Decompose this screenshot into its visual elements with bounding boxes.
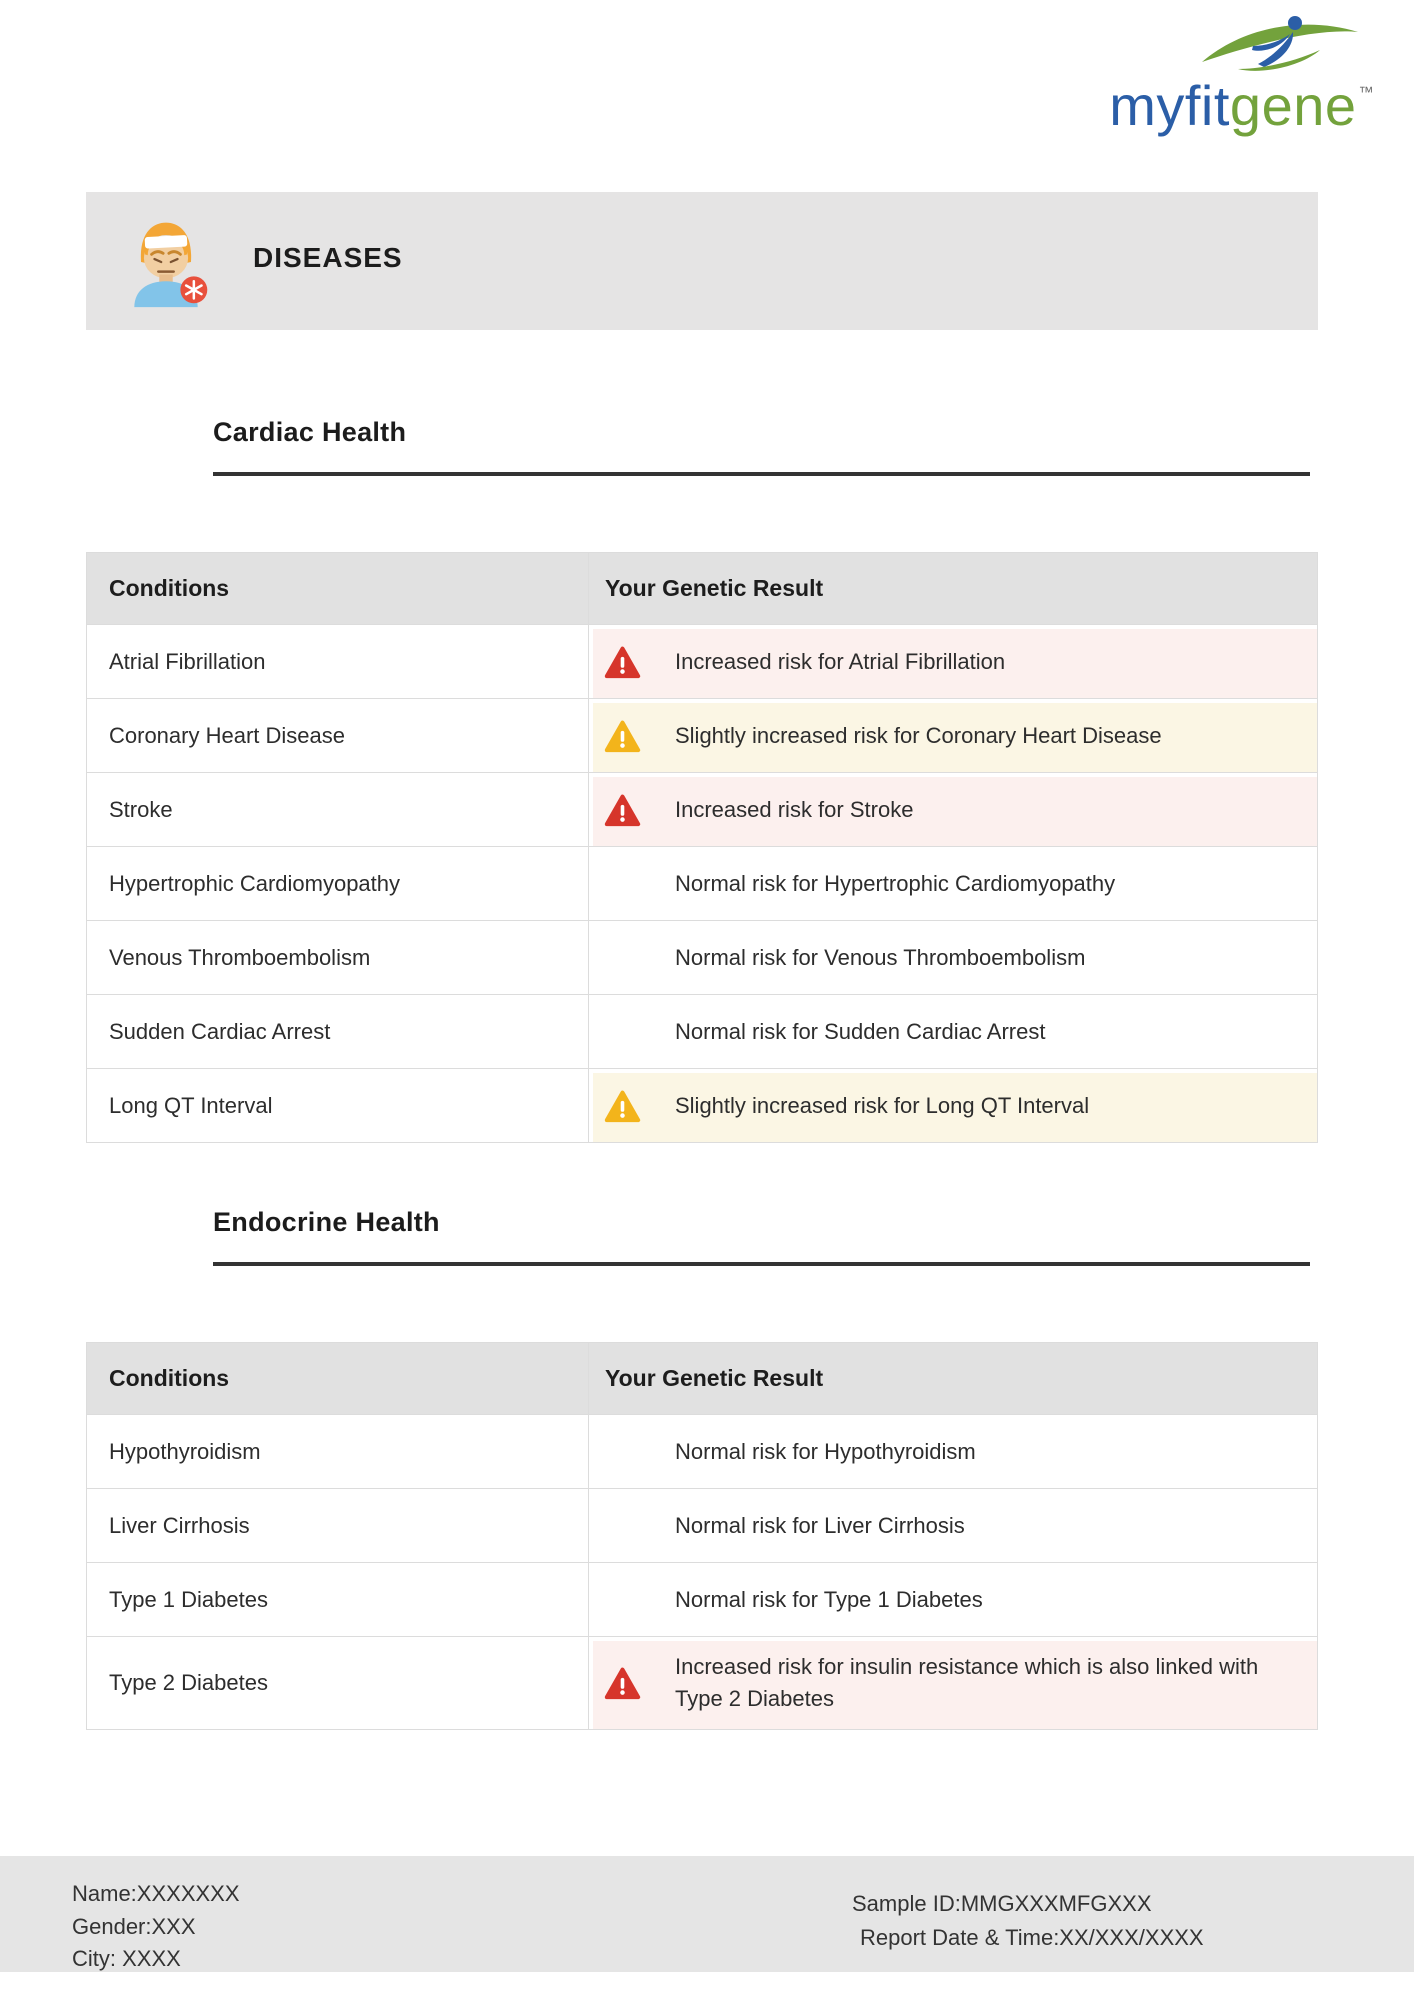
result-text: Increased risk for Stroke (675, 796, 914, 822)
result-text: Increased risk for insulin resistance which is also linked with Type 2 Diabetes (675, 1654, 1259, 1711)
condition-cell: Stroke (87, 773, 589, 846)
result-cell (589, 1563, 1317, 1636)
result-cell (589, 995, 1317, 1068)
result-text: Normal risk for Liver Cirrhosis (675, 1512, 965, 1538)
table-header-row (87, 1343, 1317, 1414)
red-alert-triangle-icon (603, 792, 642, 828)
logo-gene-text: gene (1229, 74, 1357, 137)
condition-cell: Type 1 Diabetes (87, 1563, 589, 1636)
condition-cell: Coronary Heart Disease (87, 699, 589, 772)
table-row (87, 624, 1317, 698)
logo-trademark: ™ (1358, 84, 1374, 101)
table-row (87, 994, 1317, 1068)
result-text: Increased risk for Atrial Fibrillation (675, 648, 1006, 674)
table-row (87, 920, 1317, 994)
result-cell (589, 625, 1317, 698)
red-alert-triangle-icon (603, 644, 642, 680)
condition-cell: Liver Cirrhosis (87, 1489, 589, 1562)
table-rows (87, 1414, 1317, 1729)
result-text: Normal risk for Hypothyroidism (675, 1438, 976, 1464)
result-text: Normal risk for Venous Thromboembolism (675, 944, 1086, 970)
genetic-result-column-header: Your Genetic Result (605, 575, 824, 601)
table-rows (87, 624, 1317, 1142)
sample-id: Sample ID:MMGXXXMFGXXX (852, 1891, 1152, 1916)
conditions-column-header: Conditions (87, 553, 589, 624)
logo-myfit-text: myfit (1109, 74, 1230, 137)
genetic-result-column-header: Your Genetic Result (605, 1365, 824, 1391)
page-title: DISEASES (253, 242, 403, 273)
result-cell (589, 699, 1317, 772)
result-cell (589, 1489, 1317, 1562)
sample-info (852, 1887, 1204, 1955)
condition-cell: Long QT Interval (87, 1069, 589, 1142)
result-text: Normal risk for Hypertrophic Cardiomyopathy (675, 870, 1116, 896)
result-cell (589, 1415, 1317, 1488)
result-cell (589, 1069, 1317, 1142)
logo-wordmark (1109, 73, 1374, 138)
result-text: Normal risk for Type 1 Diabetes (675, 1586, 983, 1612)
report-footer (0, 1856, 1414, 1972)
diseases-banner (86, 192, 1318, 330)
yellow-alert-triangle-icon (603, 718, 642, 754)
sick-person-icon (118, 214, 214, 310)
result-text: Slightly increased risk for Coronary Heart Disease (675, 722, 1162, 748)
report-date-time: Report Date & Time:XX/XXX/XXXX (860, 1925, 1204, 1950)
result-text: Normal risk for Sudden Cardiac Arrest (675, 1018, 1046, 1044)
patient-info (72, 1878, 240, 1976)
report-section (86, 415, 1318, 1143)
table-row (87, 1068, 1317, 1142)
patient-name: Name:XXXXXXX (72, 1881, 240, 1906)
table-header-row (87, 553, 1317, 624)
result-text: Slightly increased risk for Long QT Interval (675, 1092, 1090, 1118)
report-section (86, 1205, 1318, 1730)
sections (86, 330, 1318, 1730)
runner-swoosh-icon (1198, 12, 1368, 74)
table-row (87, 772, 1317, 846)
section-underline (213, 472, 1310, 476)
condition-cell: Type 2 Diabetes (87, 1637, 589, 1729)
risk-table (86, 1342, 1318, 1730)
condition-cell: Hypothyroidism (87, 1415, 589, 1488)
table-row (87, 846, 1317, 920)
result-cell (589, 921, 1317, 994)
table-row (87, 1414, 1317, 1488)
conditions-column-header: Conditions (87, 1343, 589, 1414)
condition-cell: Sudden Cardiac Arrest (87, 995, 589, 1068)
result-cell (589, 773, 1317, 846)
myfitgene-logo (1094, 42, 1374, 138)
condition-cell: Venous Thromboembolism (87, 921, 589, 994)
red-alert-triangle-icon (603, 1665, 642, 1701)
result-cell (589, 847, 1317, 920)
table-row (87, 1562, 1317, 1636)
section-underline (213, 1262, 1310, 1266)
table-row (87, 1636, 1317, 1729)
patient-city: City: XXXX (72, 1946, 181, 1971)
table-row (87, 698, 1317, 772)
condition-cell: Atrial Fibrillation (87, 625, 589, 698)
section-title: Cardiac Health (213, 417, 407, 447)
patient-gender: Gender:XXX (72, 1913, 196, 1939)
section-title: Endocrine Health (213, 1207, 440, 1237)
yellow-alert-triangle-icon (603, 1088, 642, 1124)
risk-table (86, 552, 1318, 1143)
result-cell (589, 1637, 1317, 1729)
table-row (87, 1488, 1317, 1562)
condition-cell: Hypertrophic Cardiomyopathy (87, 847, 589, 920)
